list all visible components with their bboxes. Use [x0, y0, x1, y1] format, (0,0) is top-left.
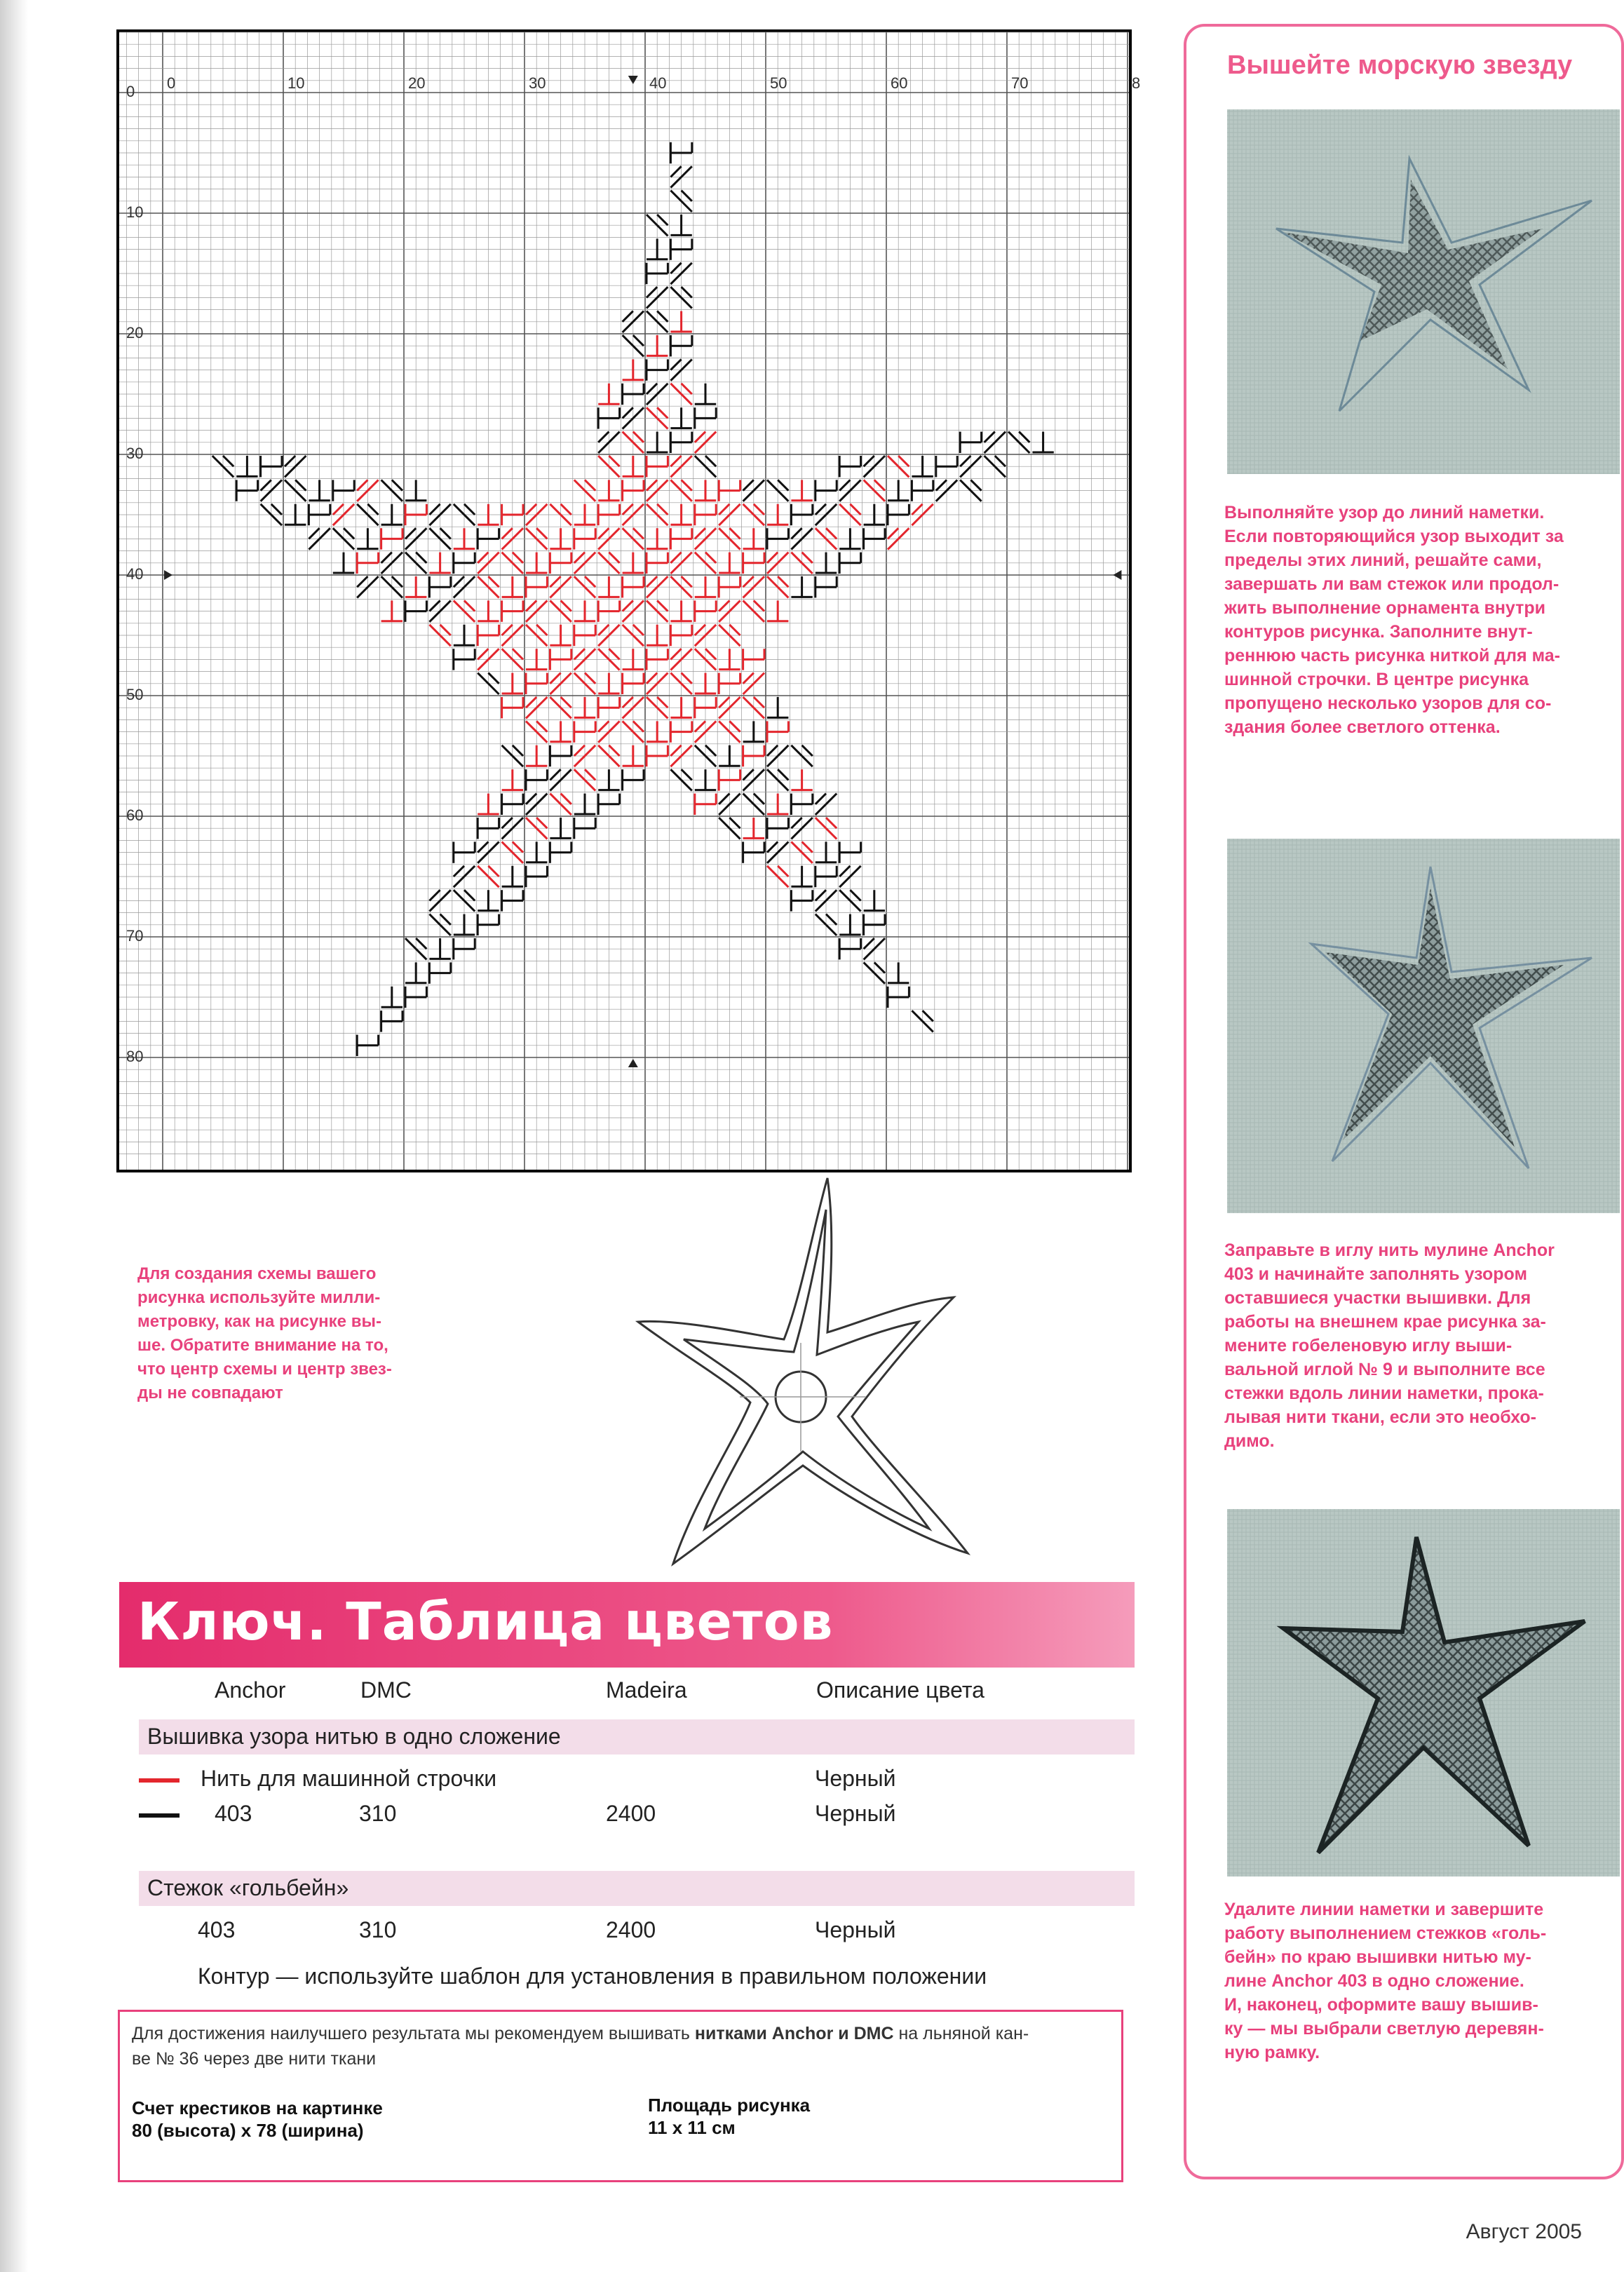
- row2-description: Черный: [815, 1801, 896, 1826]
- y-axis-label: 20: [126, 324, 144, 342]
- stitch-count: [132, 2097, 383, 2142]
- y-axis-label: 50: [126, 686, 144, 703]
- stitch-count-value: 80 (высота) x 78 (ширина): [132, 2120, 364, 2141]
- header-dmc: DMC: [360, 1677, 412, 1703]
- row1-description: Черный: [815, 1766, 896, 1791]
- row2-anchor: 403: [215, 1801, 252, 1826]
- row3-dmc: 310: [359, 1917, 397, 1942]
- rec-line1c: на льняной кан-: [893, 2024, 1029, 2043]
- note-line: Для создания схемы вашего: [137, 1264, 377, 1283]
- black-thread-swatch: [139, 1813, 180, 1818]
- step2-line: димо.: [1224, 1431, 1275, 1451]
- step3-line: ную рамку.: [1224, 2043, 1320, 2062]
- x-axis-label: 0: [167, 74, 176, 92]
- step1-line: завершать ли вам стежок или продол-: [1224, 574, 1559, 594]
- row3-madeira: 2400: [606, 1917, 656, 1942]
- y-axis-label: 60: [126, 806, 144, 824]
- row2-dmc: 310: [359, 1801, 397, 1826]
- note-line: ды не совпадают: [137, 1384, 283, 1402]
- photo-step-3: [1227, 1509, 1620, 1877]
- rec-line1a: Для достижения наилучшего результата мы рекомендуем вышивать: [132, 2024, 695, 2043]
- x-axis-label: 70: [1011, 74, 1029, 92]
- photo-step-1: [1227, 109, 1620, 474]
- issue-date: Август 2005: [1466, 2220, 1582, 2243]
- section-single-strand: Вышивка узора нитью в одно сложение: [147, 1724, 561, 1749]
- step1-line: Если повторяющийся узор выходит за: [1224, 527, 1564, 546]
- y-axis-label: 70: [126, 927, 144, 945]
- starfish-outline-template: [617, 1171, 982, 1578]
- row3-anchor: 403: [198, 1917, 236, 1942]
- center-marker-right: [1113, 570, 1121, 580]
- row1-label: Нить для машинной строчки: [201, 1766, 497, 1791]
- step2-line: оставшиеся участки вышивки. Для: [1224, 1288, 1531, 1308]
- graph-paper-note: [137, 1262, 453, 1405]
- step2-line: Заправьте в иглу нить мулине Anchor: [1224, 1240, 1555, 1260]
- y-axis-label: 80: [126, 1048, 144, 1065]
- step2-line: мените гобеленовую иглу выши-: [1224, 1336, 1513, 1355]
- design-area-label: Площадь рисунка: [648, 2095, 811, 2116]
- step1-line: контуров рисунка. Заполните внут-: [1224, 622, 1533, 642]
- step2-line: вальной иглой № 9 и выполните все: [1224, 1360, 1545, 1379]
- y-axis-label: 10: [126, 203, 144, 221]
- step3-text: [1224, 1898, 1617, 2064]
- recommendation-text: [132, 2021, 1114, 2071]
- red-thread-swatch: [139, 1778, 180, 1783]
- step1-text: [1224, 501, 1617, 739]
- rec-line1b: нитками Anchor и DMC: [694, 2024, 894, 2043]
- rec-line2: ве № 36 через две нити ткани: [132, 2049, 377, 2069]
- step2-text: [1224, 1238, 1617, 1453]
- x-axis-label: 30: [529, 74, 546, 92]
- row2-madeira: 2400: [606, 1801, 656, 1826]
- contour-note: Контур — используйте шаблон для установления в правильном положении: [198, 1963, 987, 1989]
- x-axis-label: 8: [1132, 74, 1141, 92]
- key-title: Ключ. Таблица цветов: [137, 1592, 834, 1652]
- step3-line: И, наконец, оформите вашу вышив-: [1224, 1995, 1538, 2015]
- sidebar-title: Вышейте морскую звезду: [1227, 50, 1573, 80]
- center-marker-left: [164, 570, 172, 580]
- x-axis-label: 40: [649, 74, 667, 92]
- cross-stitch-chart: [116, 29, 1141, 1172]
- step3-line: работу выполнением стежков «голь-: [1224, 1923, 1547, 1943]
- center-marker-bottom: [628, 1059, 638, 1067]
- x-axis-label: 10: [287, 74, 305, 92]
- note-line: метровку, как на рисунке вы-: [137, 1312, 381, 1331]
- note-line: рисунка используйте милли-: [137, 1288, 381, 1307]
- x-axis-label: 50: [770, 74, 787, 92]
- chart-grid: [119, 32, 1141, 1170]
- note-line: что центр схемы и центр звез-: [137, 1360, 392, 1379]
- x-axis-label: 60: [891, 74, 908, 92]
- step3-line: ку — мы выбрали светлую деревян-: [1224, 2019, 1544, 2038]
- step3-line: Удалите линии наметки и завершите: [1224, 1900, 1544, 1919]
- design-area: [648, 2094, 810, 2139]
- note-line: ше. Обратите внимание на то,: [137, 1336, 388, 1355]
- step1-line: пределы этих линий, решайте сами,: [1224, 550, 1542, 570]
- photo-step-2: [1227, 839, 1620, 1213]
- header-anchor: Anchor: [215, 1677, 286, 1703]
- step1-line: здания более светлого оттенка.: [1224, 717, 1501, 737]
- step1-line: Выполняйте узор до линий наметки.: [1224, 503, 1545, 522]
- step2-line: стежки вдоль линии наметки, прока-: [1224, 1384, 1544, 1403]
- x-axis-label: 20: [408, 74, 426, 92]
- step1-line: жить выполнение орнамента внутри: [1224, 598, 1546, 618]
- design-area-value: 11 x 11 см: [648, 2117, 736, 2138]
- step1-line: шинной строчки. В центре рисунка: [1224, 670, 1529, 689]
- header-madeira: Madeira: [606, 1677, 687, 1703]
- step1-line: пропущено несколько узоров для со-: [1224, 694, 1552, 713]
- step3-line: лине Anchor 403 в одно сложение.: [1224, 1971, 1524, 1991]
- step2-line: лывая нити ткани, если это необхо-: [1224, 1407, 1537, 1427]
- y-axis-label: 40: [126, 565, 144, 583]
- step1-line: реннюю часть рисунка ниткой для ма-: [1224, 646, 1560, 665]
- center-marker-top: [628, 76, 638, 84]
- y-axis-label: 30: [126, 445, 144, 462]
- row3-description: Черный: [815, 1917, 896, 1942]
- y-axis-label: 0: [126, 83, 135, 100]
- step2-line: работы на внешнем крае рисунка за-: [1224, 1312, 1546, 1332]
- stitch-count-label: Счет крестиков на картинке: [132, 2097, 383, 2118]
- header-description: Описание цвета: [816, 1677, 984, 1703]
- section-holbein: Стежок «гольбейн»: [147, 1875, 349, 1900]
- page-spine-shadow: [0, 0, 28, 2272]
- step3-line: бейн» по краю вышивки нитью му-: [1224, 1947, 1531, 1967]
- step2-line: 403 и начинайте заполнять узором: [1224, 1264, 1527, 1284]
